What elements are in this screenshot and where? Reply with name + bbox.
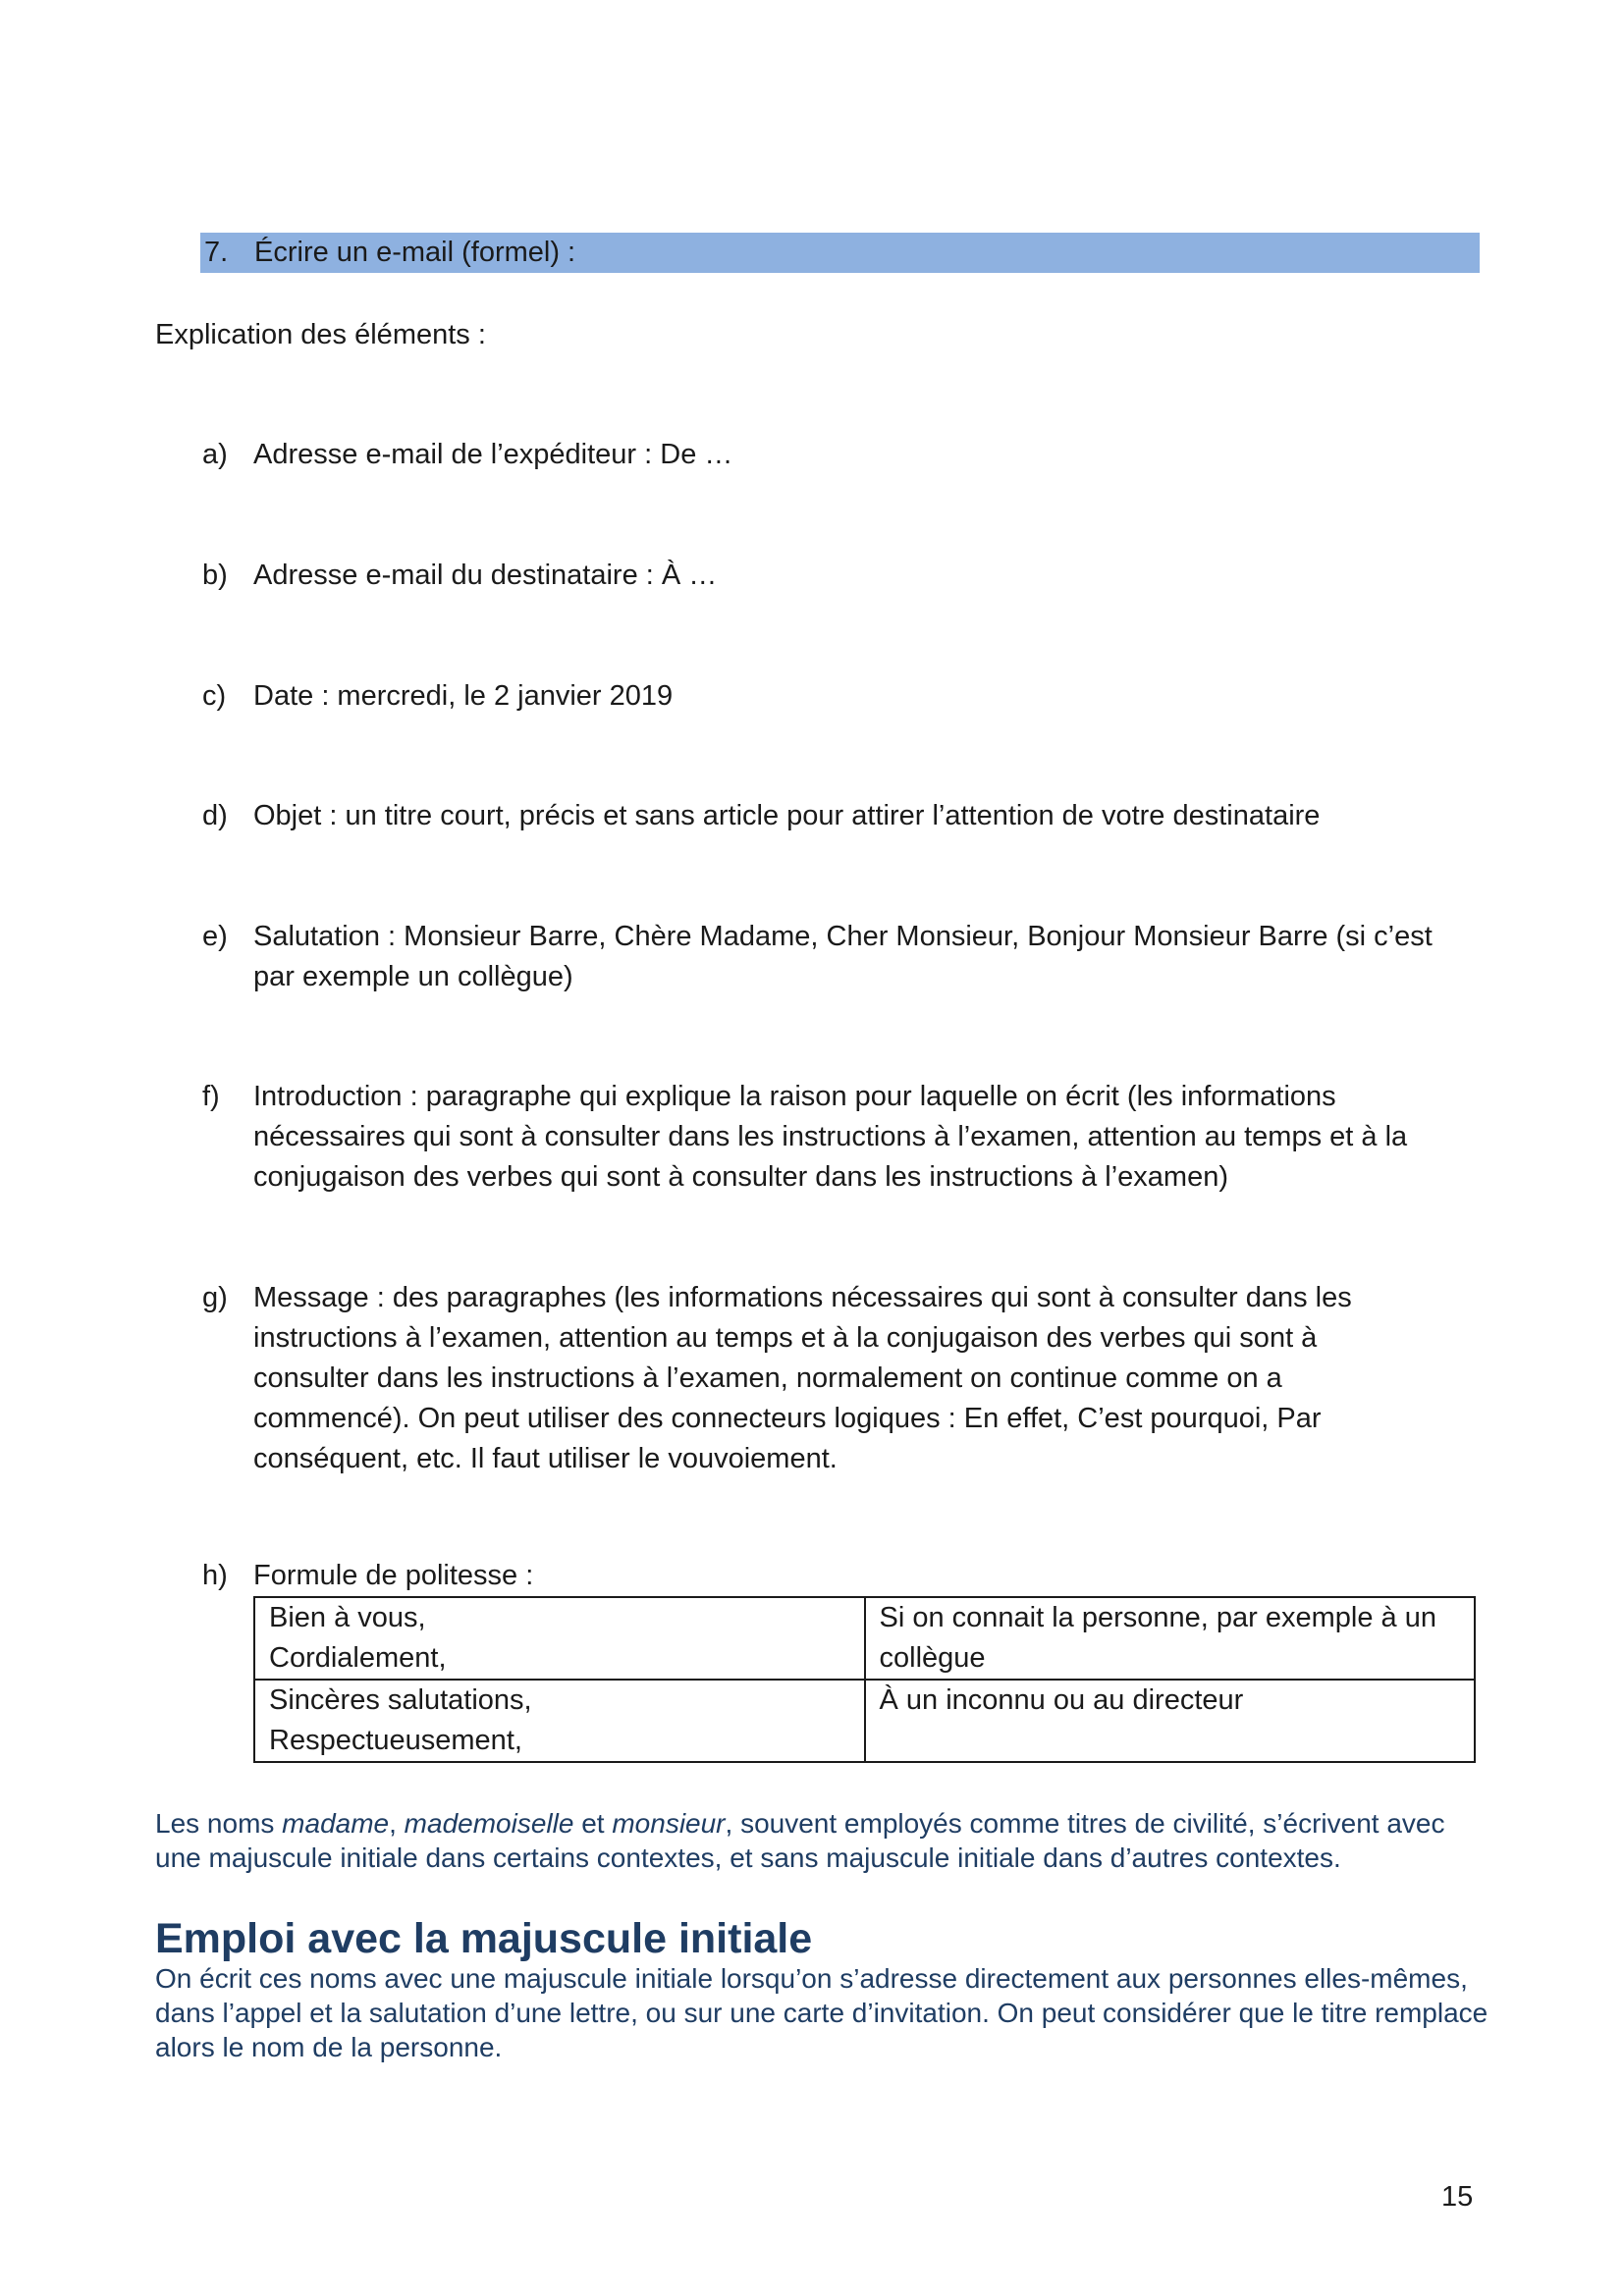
table-cell-usage: À un inconnu ou au directeur	[865, 1680, 1476, 1762]
section-title: Écrire un e-mail (formel) :	[254, 237, 576, 268]
note-text: Les noms	[155, 1808, 283, 1839]
list-item-h	[202, 1556, 1479, 1596]
list-marker: d)	[202, 800, 228, 831]
list-item-f	[202, 1077, 1488, 1198]
section-heading	[200, 233, 1480, 273]
list-item-text: Message : des paragraphes (les informations nécessaires qui sont à consulter dans les instructions à l’examen, attention au temps et à la conjugaison des verbes qui sont à consulter dans les instructions à l’examen, normalement on continue comme on a commencé). On peut utiliser des connecteurs logiques : En effet, C’est pourquoi, Par conséquent, etc. Il faut utiliser le vouvoiement.	[253, 1282, 1352, 1474]
list-marker: c)	[202, 680, 227, 712]
formula-text: Cordialement,	[269, 1642, 447, 1674]
note-text: , souvent employés comme titres de civilité, s’écrivent avec une majuscule initiale dans certains contextes, et sans majuscule initiale dans d’autres contextes.	[155, 1808, 1445, 1873]
list-item-text: Date : mercredi, le 2 janvier 2019	[253, 680, 674, 712]
section-number: 7.	[204, 237, 229, 268]
formula-text: Respectueusement,	[269, 1725, 522, 1756]
list-marker: e)	[202, 921, 228, 952]
list-item-a	[202, 435, 1479, 475]
list-item-text: Adresse e-mail du destinataire : À …	[253, 560, 718, 591]
list-item-c	[202, 676, 1479, 717]
page-number: 15	[1441, 2181, 1474, 2213]
list-item-g	[202, 1278, 1430, 1479]
list-item-text: Adresse e-mail de l’expéditeur : De …	[253, 439, 733, 470]
note-emphasis: madame	[282, 1808, 390, 1839]
subheading-paragraph: On écrit ces noms avec une majuscule initiale lorsqu’on s’adresse directement aux personnes elles-mêmes, dans l’appel et la salutation d’une lettre, ou sur une carte d’invitation. On peut considérer que le titre remplace alors le nom de la personne.	[155, 1963, 1488, 2062]
list-item-text: Formule de politesse :	[253, 1560, 534, 1591]
list-item-e	[202, 917, 1469, 997]
list-marker: a)	[202, 439, 228, 470]
list-item-b	[202, 556, 1479, 596]
list-marker: f)	[202, 1081, 220, 1112]
list-item-text: Introduction : paragraphe qui explique la raison pour laquelle on écrit (les informations nécessaires qui sont à consulter dans les instructions à l’examen, attention au temps et à la conjugaison des verbes qui sont à consulter dans les instructions à l’examen)	[253, 1081, 1408, 1193]
list-marker: h)	[202, 1560, 228, 1591]
list-marker: g)	[202, 1282, 228, 1313]
table-cell-formulas	[254, 1597, 865, 1680]
politeness-table	[253, 1596, 1476, 1763]
table-row	[254, 1597, 1475, 1680]
formula-text: Bien à vous,	[269, 1602, 426, 1633]
formula-text: Sincères salutations,	[269, 1684, 532, 1716]
list-marker: b)	[202, 560, 228, 591]
list-item-text: Objet : un titre court, précis et sans article pour attirer l’attention de votre destinataire	[253, 800, 1321, 831]
note-text: et	[573, 1808, 613, 1839]
table-cell-formulas	[254, 1680, 865, 1762]
table-cell-usage: Si on connait la personne, par exemple à un collègue	[865, 1597, 1476, 1680]
subheading: Emploi avec la majuscule initiale	[155, 1915, 813, 1962]
list-item-text: Salutation : Monsieur Barre, Chère Madame, Cher Monsieur, Bonjour Monsieur Barre (si c’est par exemple un collègue)	[253, 921, 1433, 992]
list-item-d	[202, 796, 1479, 836]
note-text: ,	[389, 1808, 405, 1839]
table-row	[254, 1680, 1475, 1762]
note-emphasis: mademoiselle	[404, 1808, 574, 1839]
note-emphasis: monsieur	[612, 1808, 726, 1839]
civility-note-paragraph	[155, 1806, 1490, 1875]
intro-text: Explication des éléments :	[155, 319, 486, 350]
